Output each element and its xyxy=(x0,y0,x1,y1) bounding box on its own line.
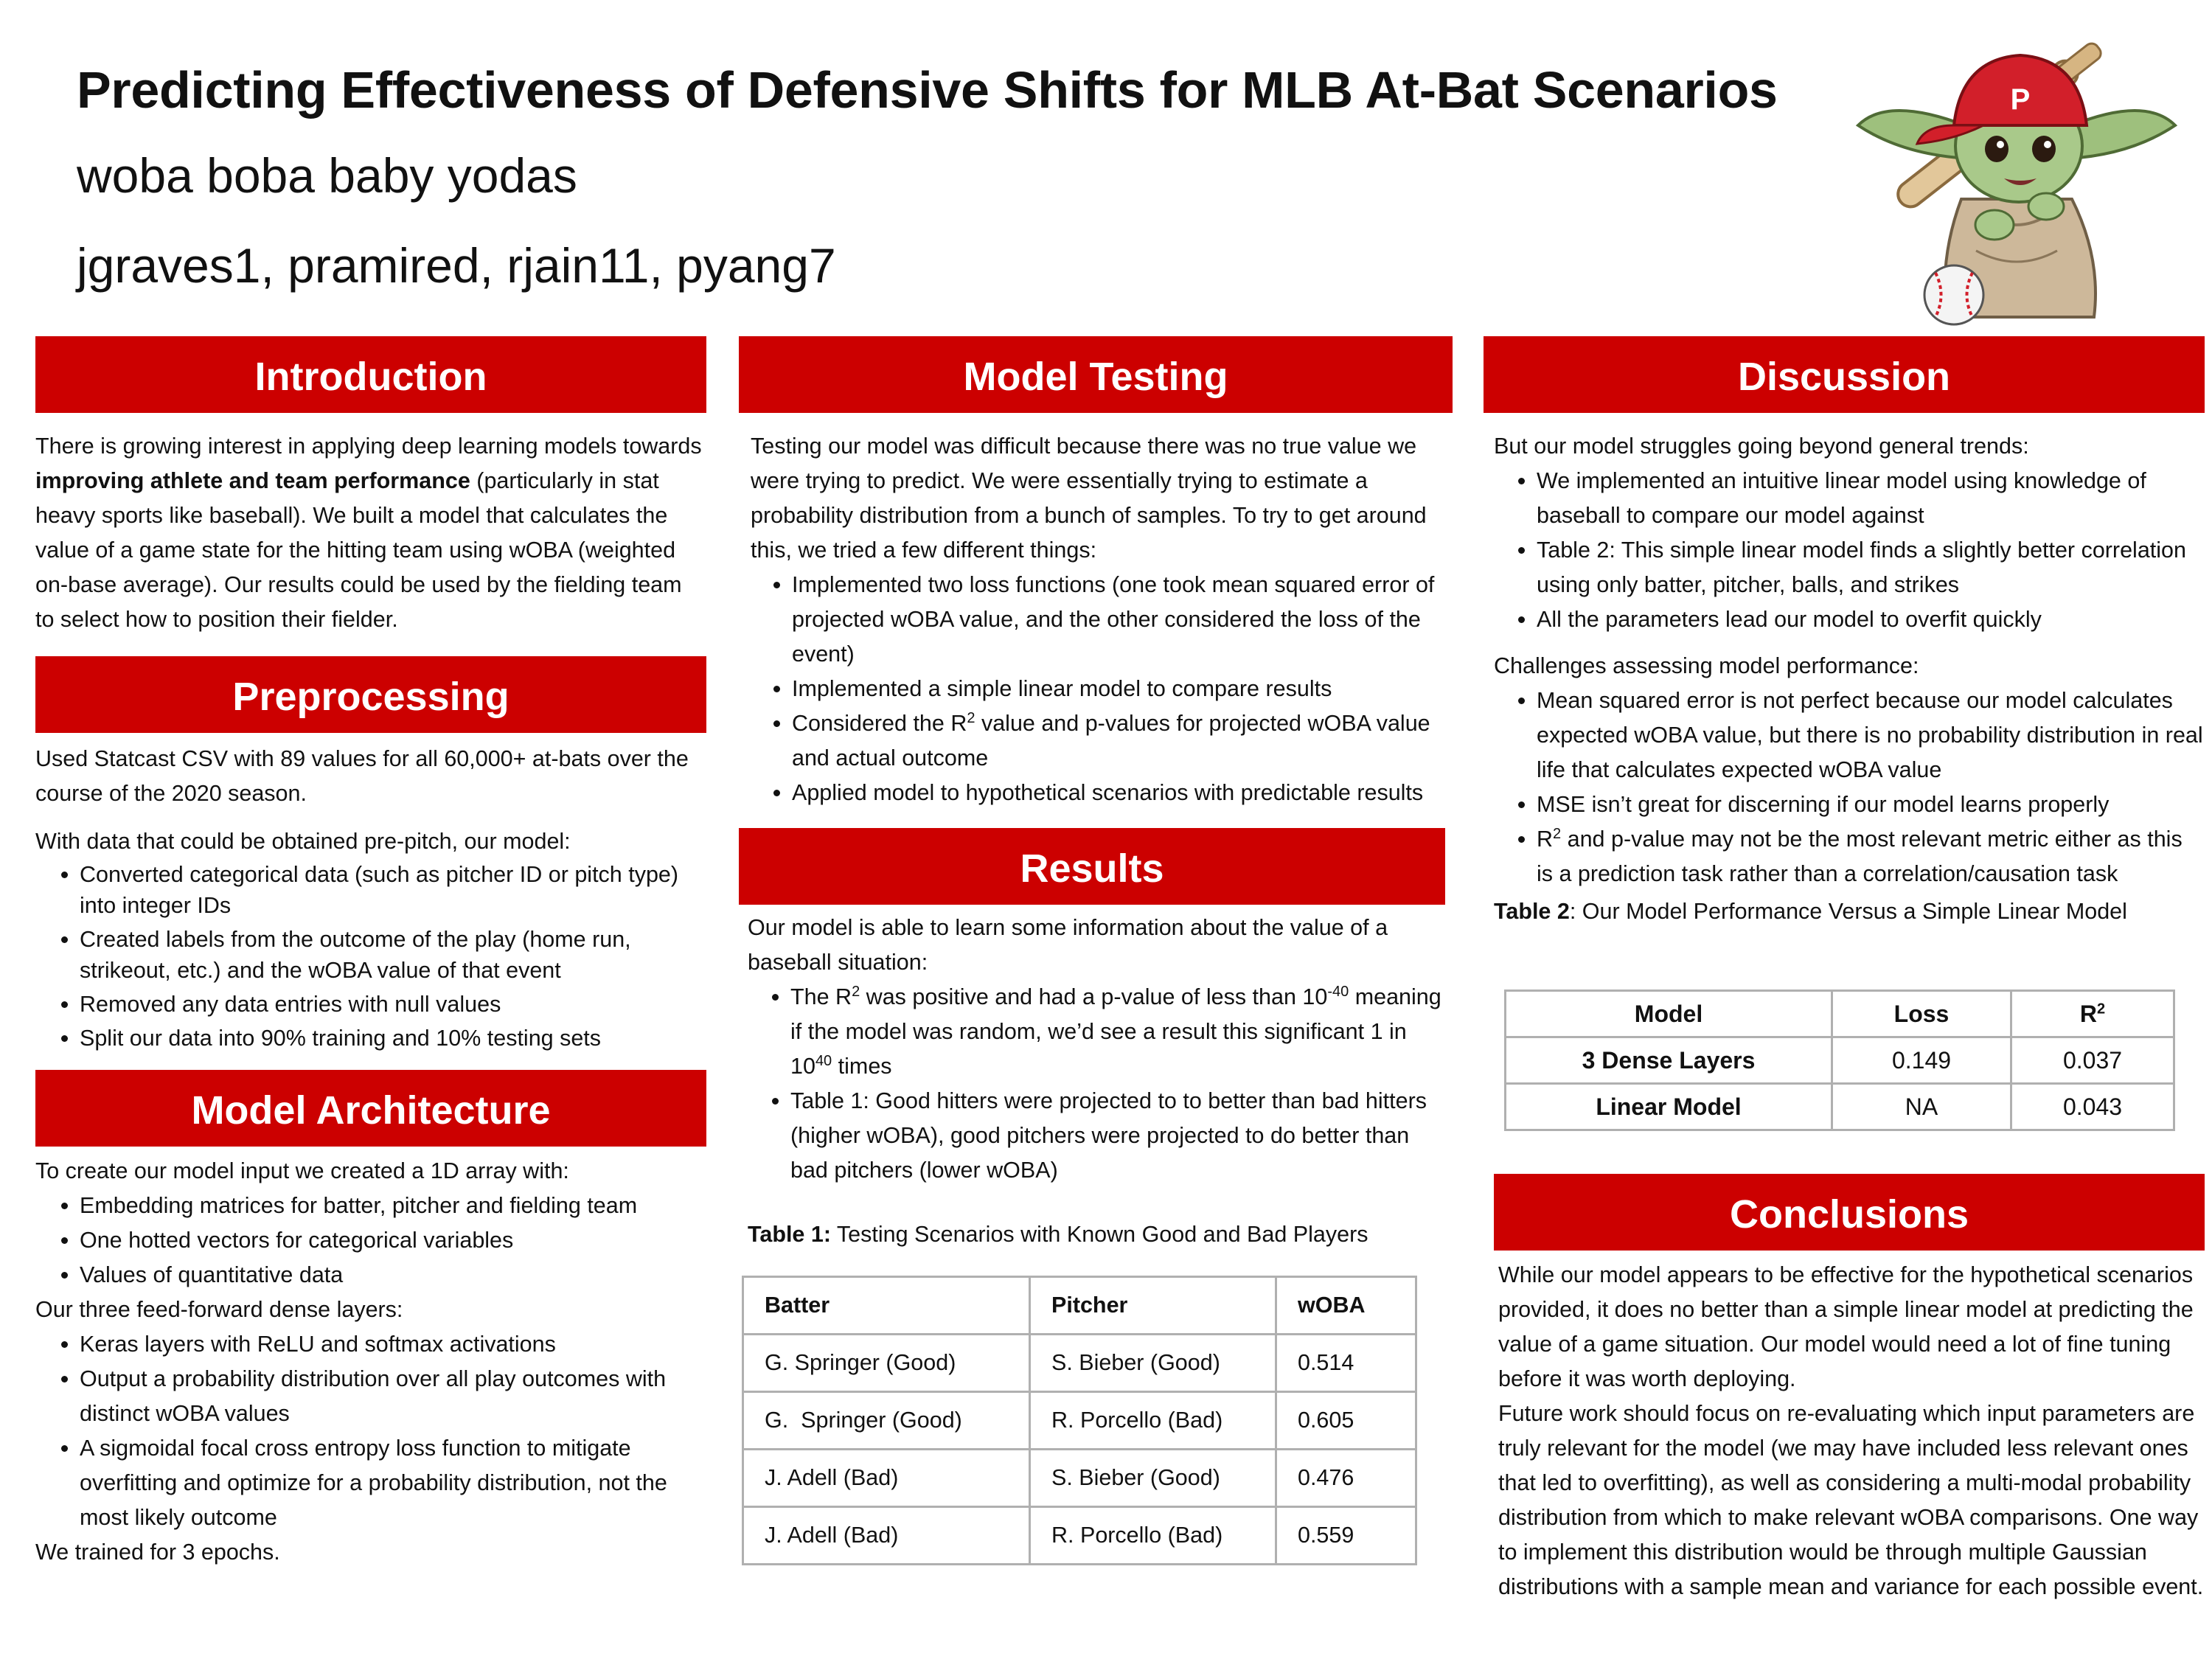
challenges-lead: Challenges assessing model performance: xyxy=(1494,653,1919,678)
list-item: • Created labels from the outcome of the play (home run, strikeout, etc.) and the wOBA value of that event xyxy=(80,924,706,986)
list-item: • Values of quantitative data xyxy=(80,1258,706,1293)
table-cell: S. Bieber (Good) xyxy=(1030,1450,1276,1507)
conclusions-future-work: Future work should focus on re-evaluating which input parameters are truly relevant for the model (we may have included less relevant ones that led to overfitting), as well as considering a multi-modal probability distribution from which to make relevant wOBA comparisons. One way to implement this distribution would be through multiple Gaussian distributions with a sample mean and variance for each possible event. xyxy=(1498,1401,2204,1599)
table-header: Pitcher xyxy=(1030,1277,1276,1335)
list-item: • The $R^2$ was positive and had a p-value of less than $10^{-40}$ meaning if the model was random, we’d see a result this significant 1 in $10^{40}$ times xyxy=(790,980,1453,1084)
table-cell: R. Porcello (Bad) xyxy=(1030,1392,1276,1450)
table-cell: 0.605 xyxy=(1276,1392,1416,1450)
introduction-text: There is growing interest in applying deep learning models towards improving athlete and team performance (particularly in stat heavy sports like baseball). We built a model that calculates the value of a game state for the hitting team using wOBA (weighted on-base average). Our results could be used by the fielding team to select how to position their fielder. xyxy=(35,434,702,632)
table-cell: J. Adell (Bad) xyxy=(743,1507,1030,1565)
model-testing-heading: Model Testing xyxy=(739,336,1453,413)
list-item: • Considered the $R^2$ value and p-values for projected wOBA value and actual outcome xyxy=(792,706,1453,776)
list-item: • Implemented a simple linear model to compare results xyxy=(792,672,1453,706)
list-item: • Implemented two loss functions (one took mean squared error of projected wOBA value, and the other considered the loss of the event) xyxy=(792,568,1453,672)
table-cell: J. Adell (Bad) xyxy=(743,1450,1030,1507)
architecture-layers-lead: Our three feed-forward dense layers: xyxy=(35,1297,403,1322)
table-header: $R^2$ xyxy=(2011,991,2174,1037)
table-row xyxy=(1506,1084,2174,1130)
discussion-heading: Discussion xyxy=(1484,336,2205,413)
table2-model-comparison xyxy=(1504,990,2175,1131)
preprocessing-heading: Preprocessing xyxy=(35,656,706,733)
results-list xyxy=(739,980,1453,1188)
table-cell: 0.559 xyxy=(1276,1507,1416,1565)
table-cell: G. Springer (Good) xyxy=(743,1335,1030,1392)
model-architecture-heading: Model Architecture xyxy=(35,1070,706,1147)
list-item: • Applied model to hypothetical scenarios with predictable results xyxy=(792,776,1453,810)
table-cell: 0.037 xyxy=(2011,1037,2174,1084)
table-row xyxy=(743,1450,1416,1507)
list-item: • All the parameters lead our model to overfit quickly xyxy=(1537,602,2205,637)
table2-caption: Table 2: Our Model Performance Versus a Simple Linear Model xyxy=(1494,899,2127,924)
architecture-epochs: We trained for 3 epochs. xyxy=(35,1540,280,1565)
poster-title: Predicting Effectiveness of Defensive Shifts for MLB At-Bat Scenarios xyxy=(77,61,1778,119)
list-item: • Converted categorical data (such as pitcher ID or pitch type) into integer IDs xyxy=(80,859,706,921)
challenges-list xyxy=(1484,684,2205,891)
list-item: • A sigmoidal focal cross entropy loss function to mitigate overfitting and optimize for a probability distribution, not the most likely outcome xyxy=(80,1431,706,1535)
architecture-layers-list xyxy=(35,1327,706,1535)
table-cell: NA xyxy=(1832,1084,2011,1130)
table-cell: 0.043 xyxy=(2011,1084,2174,1130)
results-heading: Results xyxy=(739,828,1445,905)
list-item: • MSE isn’t great for discerning if our model learns properly xyxy=(1537,787,2205,822)
list-item: • $R^2$ and p-value may not be the most relevant metric either as this is a prediction task rather than a correlation/causation task xyxy=(1537,822,2205,891)
table1-scenarios xyxy=(742,1276,1417,1565)
conclusions-text: While our model appears to be effective for the hypothetical scenarios provided, it does no better than a simple linear model at predicting the value of a game situation. Our model would need a lot of fine tuning before it was worth deploying. xyxy=(1498,1262,2194,1391)
discussion-list xyxy=(1484,464,2205,637)
list-item: • Output a probability distribution over all play outcomes with distinct wOBA values xyxy=(80,1362,706,1431)
table-cell: R. Porcello (Bad) xyxy=(1030,1507,1276,1565)
list-item: • One hotted vectors for categorical variables xyxy=(80,1223,706,1258)
table-header: Batter xyxy=(743,1277,1030,1335)
table-row xyxy=(743,1507,1416,1565)
team-name: woba boba baby yodas xyxy=(77,148,577,203)
column-middle xyxy=(739,336,1453,1565)
table-header: Loss xyxy=(1832,991,2011,1037)
list-item: • Keras layers with ReLU and softmax activations xyxy=(80,1327,706,1362)
table1-caption: Table 1: Testing Scenarios with Known Good and Bad Players xyxy=(748,1222,1368,1247)
preprocessing-text: Used Statcast CSV with 89 values for all 60,000+ at-bats over the course of the 2020 season. xyxy=(35,746,689,806)
table-cell: Linear Model xyxy=(1506,1084,1832,1130)
svg-text:P: P xyxy=(2010,83,2031,116)
table-cell: 3 Dense Layers xyxy=(1506,1037,1832,1084)
preprocessing-lead: With data that could be obtained pre-pitch, our model: xyxy=(35,829,571,854)
list-item: • Embedding matrices for batter, pitcher and fielding team xyxy=(80,1189,706,1223)
discussion-lead: But our model struggles going beyond general trends: xyxy=(1494,434,2029,459)
column-left xyxy=(35,336,706,1570)
testing-text: Testing our model was difficult because there was no true value we were trying to predict. We were essentially trying to estimate a probability distribution from a bunch of samples. To try to get around this, we tried a few different things: xyxy=(751,434,1427,563)
conclusions-heading: Conclusions xyxy=(1494,1174,2205,1251)
list-item: • Table 1: Good hitters were projected to to better than bad hitters (higher wOBA), good pitchers were projected to do better than bad pitchers (lower wOBA) xyxy=(790,1084,1453,1188)
preprocessing-list xyxy=(35,859,706,1054)
table-cell: 0.514 xyxy=(1276,1335,1416,1392)
list-item: • Removed any data entries with null values xyxy=(80,989,706,1020)
table-row xyxy=(1506,1037,2174,1084)
baby-yoda-mascot-icon xyxy=(1836,15,2190,332)
list-item: • Table 2: This simple linear model finds a slightly better correlation using only batter, pitcher, balls, and strikes xyxy=(1537,533,2205,602)
table-cell: 0.149 xyxy=(1832,1037,2011,1084)
list-item: • Mean squared error is not perfect because our model calculates expected wOBA value, but there is no probability distribution in real life that calculates expected wOBA value xyxy=(1537,684,2205,787)
table-header: wOBA xyxy=(1276,1277,1416,1335)
table-header-row xyxy=(1506,991,2174,1037)
table-header-row xyxy=(743,1277,1416,1335)
results-text: Our model is able to learn some information about the value of a baseball situation: xyxy=(748,915,1388,975)
table-row xyxy=(743,1392,1416,1450)
architecture-input-list xyxy=(35,1189,706,1293)
table-header: Model xyxy=(1506,991,1832,1037)
architecture-lead: To create our model input we created a 1D array with: xyxy=(35,1158,569,1183)
table-cell: G. Springer (Good) xyxy=(743,1392,1030,1450)
table-cell: S. Bieber (Good) xyxy=(1030,1335,1276,1392)
list-item: • Split our data into 90% training and 10% testing sets xyxy=(80,1023,706,1054)
list-item: • We implemented an intuitive linear model using knowledge of baseball to compare our model against xyxy=(1537,464,2205,533)
introduction-emphasis: improving athlete and team performance xyxy=(35,468,470,493)
column-right xyxy=(1484,336,2205,1604)
table-row xyxy=(743,1335,1416,1392)
table-cell: 0.476 xyxy=(1276,1450,1416,1507)
introduction-heading: Introduction xyxy=(35,336,706,413)
testing-list xyxy=(739,568,1453,810)
author-list: jgraves1, pramired, rjain11, pyang7 xyxy=(77,238,836,293)
